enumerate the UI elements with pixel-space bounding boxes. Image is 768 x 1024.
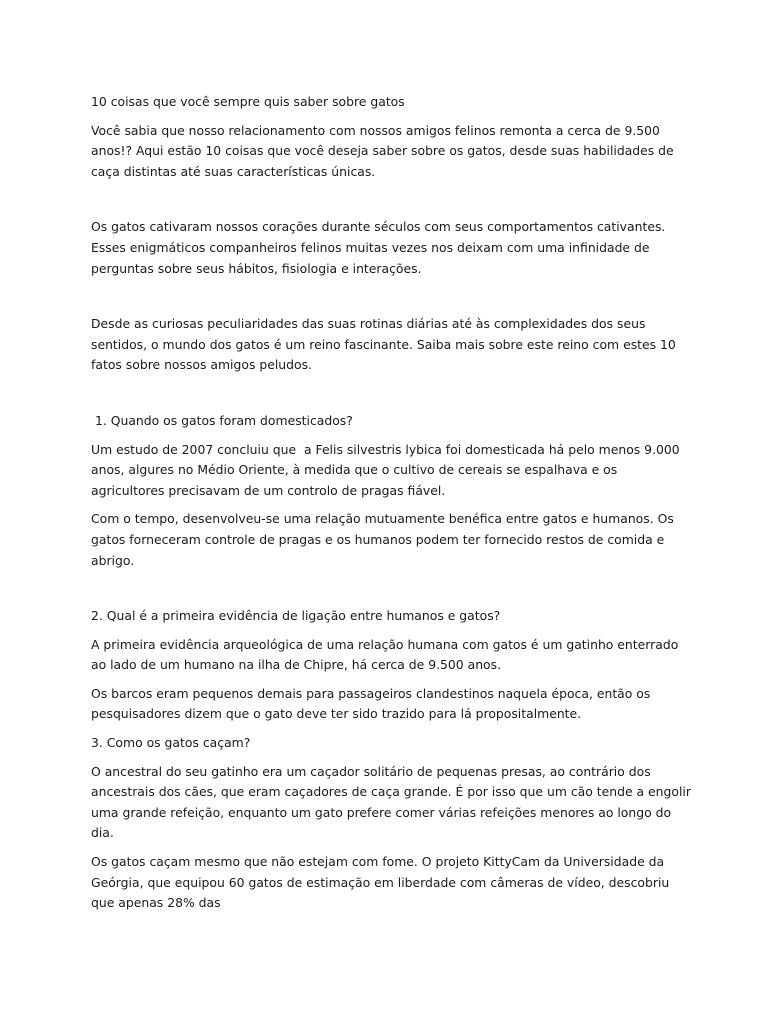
paragraph-1: Os gatos cativaram nossos corações durante séculos com seus comportamentos cativantes. Esses enigmáticos companheiros felinos muitas vezes nos deixam com uma infinidade de perguntas sobre seus hábitos, fisiologia e interações.	[91, 219, 670, 276]
question-1-answer-2: Com o tempo, desenvolveu-se uma relação mutuamente benéfica entre gatos e humanos. Os gatos forneceram controle de pragas e os humanos podem ter fornecido restos de comida e abrigo.	[91, 511, 678, 568]
question-3: 3. Como os gatos caçam?	[91, 735, 251, 751]
document-title: 10 coisas que você sempre quis saber sobre gatos	[91, 94, 405, 109]
question-2-answer-2: Os barcos eram pequenos demais para passageiros clandestinos naquela época, então os pesquisadores dizem que o gato deve ter sido trazido para lá propositalmente.	[91, 685, 655, 722]
question-3-answer-1: O ancestral do seu gatinho era um caçador solitário de pequenas presas, ao contrário dos ancestrais dos cães, que eram caçadores de caça grande. É por isso que um cão tende a engolir uma grande refeição, enquanto um gato prefere comer várias refeições menores ao longo do dia.	[91, 763, 695, 841]
intro-paragraph: Você sabia que nosso relacionamento com nossos amigos felinos remonta a cerca de 9.500 anos!? Aqui estão 10 coisas que você deseja saber sobre os gatos, desde suas habilidades de caça distintas até suas características únicas.	[91, 122, 678, 179]
question-1-answer-1: Um estudo de 2007 concluiu que a Felis silvestris lybica foi domesticada há pelo menos 9.000 anos, algures no Médio Oriente, à medida que o cultivo de cereais se espalhava e os agricultores precisavam de um controlo de pragas fiável.	[91, 441, 684, 498]
question-2-answer-1: A primeira evidência arqueológica de uma relação humana com gatos é um gatinho enterrado ao lado de um humano na ilha de Chipre, há cerca de 9.500 anos.	[91, 636, 683, 673]
paragraph-2: Desde as curiosas peculiaridades das suas rotinas diárias até às complexidades dos seus sentidos, o mundo dos gatos é um reino fascinante. Saiba mais sobre este reino com estes 10 fatos sobre nossos amigos peludos.	[91, 316, 680, 373]
question-3-answer-2: Os gatos caçam mesmo que não estejam com fome. O projeto KittyCam da Universidade da Geórgia, que equipou 60 gatos de estimação em liberdade com câmeras de vídeo, descobriu que apenas 28% das	[91, 854, 674, 911]
question-2: 2. Qual é a primeira evidência de ligação entre humanos e gatos?	[91, 608, 501, 624]
question-1: 1. Quando os gatos foram domesticados?	[91, 412, 353, 428]
document-page	[91, 92, 695, 914]
